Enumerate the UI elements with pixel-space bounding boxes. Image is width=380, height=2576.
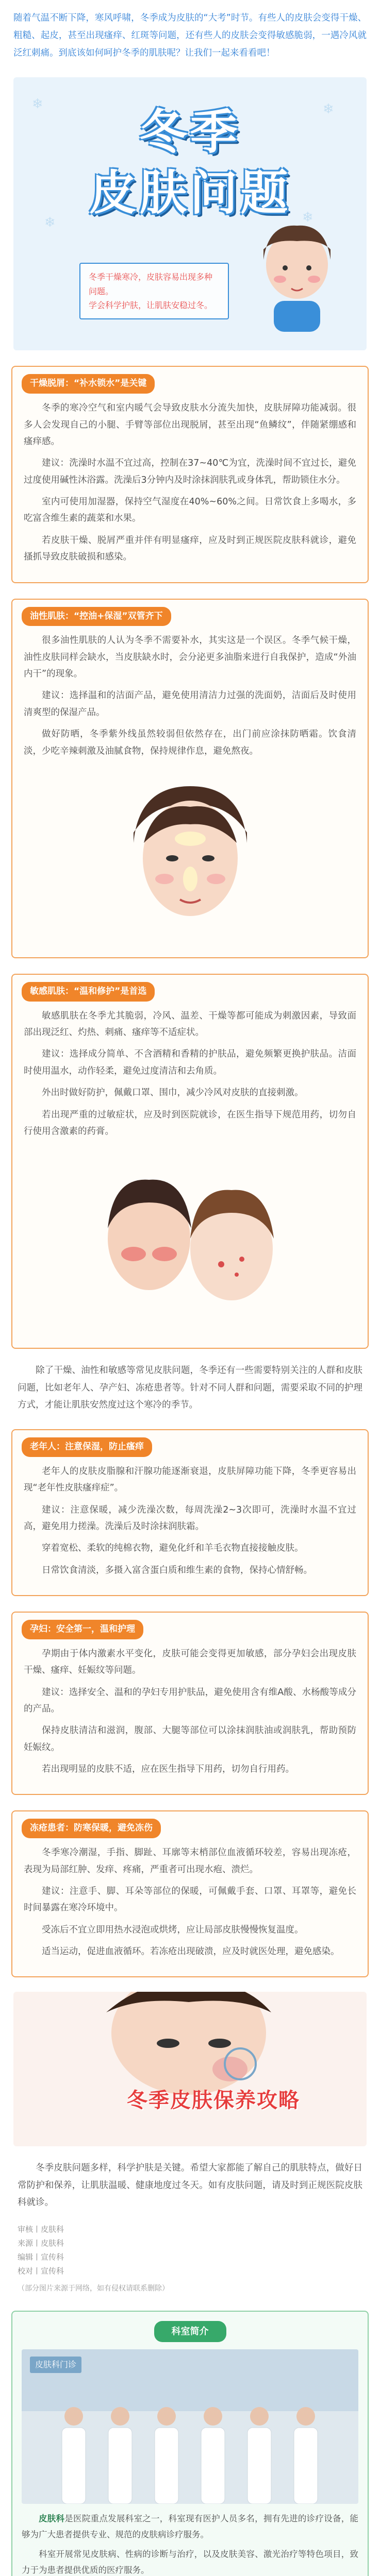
section-paragraph: 敏感肌肤在冬季尤其脆弱，冷风、温差、干燥等都可能成为刺激因素，导致面部出现泛红、灼热、刺痛、瘙痒等不适症状。 <box>24 1010 356 1038</box>
banner-note-line2: 学会科学护肤，让肌肤安稳过冬。 <box>89 300 213 310</box>
section-paragraph: 冬季寒冷潮湿，手指、脚趾、耳廓等末梢部位血液循环较差，容易出现冻疮，表现为局部红肿、发痒、疼痛，严重者可出现水疱、溃烂。 <box>24 1848 356 1875</box>
section-card-dry-skin <box>11 366 369 583</box>
section-tag: 老年人：注意保湿，防止瘙痒 <box>22 1437 152 1457</box>
girl-illustration <box>248 218 346 332</box>
oily-face-illustration <box>123 781 257 936</box>
banner-note <box>79 263 229 319</box>
section-paragraph: 若出现明显的皮肤不适，应在医生指导下用药，切勿自行用药。 <box>42 1764 294 1774</box>
section-body <box>12 1457 368 1579</box>
section-paragraph: 建议：洗澡时水温不宜过高，控制在37~40℃为宜，洗澡时间不宜过长，避免过度使用碱性沐浴露。洗澡后3分钟内及时涂抹润肤乳或身体乳，帮助锁住水分。 <box>24 458 356 485</box>
section-card-elderly <box>11 1429 369 1596</box>
section-paragraph: 建议：选择温和的洁面产品，避免使用清洁力过强的洗面奶，洁面后及时使用清爽型的保湿产品。 <box>24 690 356 718</box>
section-card-chilblain <box>11 1810 369 1977</box>
skincare-guide-title: 冬季皮肤保养攻略 <box>127 2089 300 2113</box>
women-illustration <box>72 1151 309 1336</box>
credit-line: 审核丨皮肤科 <box>18 2225 64 2234</box>
snowflake-icon: ❄ <box>44 215 56 231</box>
department-intro <box>11 2311 369 2576</box>
image-source-note <box>0 2278 380 2295</box>
credit-line: 校对丨宣传科 <box>18 2266 64 2276</box>
banner-note-line1: 冬季干燥寒冷，皮肤容易出现多种问题。 <box>89 272 213 296</box>
department-paragraph: 科室开展常见皮肤病、性病的诊断与治疗，以及皮肤美容、激光治疗等特色项目，致力于为患者提供优质的医疗服务。 <box>22 2549 358 2575</box>
department-intro-text: 是医院重点发展科室之一，科室现有医护人员多名，拥有先进的诊疗设备，能够为广大患者提供专业、规范的皮肤病诊疗服务。 <box>22 2514 359 2539</box>
credit-line: 来源丨皮肤科 <box>18 2239 64 2248</box>
section-paragraph: 冬季的寒冷空气和室内暖气会导致皮肤水分流失加快，皮肤屏障功能减弱。很多人会发现自己的小腿、手臂等部位出现脱屑，甚至出现“鱼鳞纹”，伴随紧绷感和瘙痒感。 <box>24 403 356 447</box>
section-paragraph: 外出时做好防护，佩戴口罩、围巾，减少冷风对皮肤的直接刺激。 <box>42 1088 304 1098</box>
section-paragraph: 若皮肤干燥、脱屑严重并伴有明显瘙痒，应及时到正规医院皮肤科就诊，避免搔抓导致皮肤破损和感染。 <box>24 535 356 563</box>
source-text: （部分图片来源于网络，如有侵权请联系删除） <box>18 2284 169 2293</box>
sensitive-skin-illustration <box>72 1151 309 1336</box>
section-body <box>12 626 368 759</box>
department-name: 皮肤科 <box>39 2514 65 2524</box>
department-paragraph <box>22 2511 358 2543</box>
section-card-oily-skin <box>11 599 369 958</box>
woman-face-illustration <box>13 1992 367 2146</box>
doctor-figure <box>197 2401 229 2504</box>
outro <box>0 2146 380 2211</box>
snowflake-icon: ❄ <box>323 101 334 117</box>
mid-text <box>0 1349 380 1414</box>
section-tag: 油性肌肤：“控油+保湿”双管齐下 <box>22 607 171 626</box>
section-tag: 冻疮患者：防寒保暖，避免冻伤 <box>22 1819 161 1838</box>
section-tag: 干燥脱屑：“补水锁水”是关键 <box>22 374 155 394</box>
skincare-guide-banner <box>13 1992 367 2146</box>
section-body <box>12 1002 368 1140</box>
doctor-figure <box>243 2401 275 2504</box>
snowflake-icon: ❄ <box>32 96 43 112</box>
section-paragraph: 建议：注意手、脚、耳朵等部位的保暖，可佩戴手套、口罩、耳罩等，避免长时间暴露在寒冷环境中。 <box>24 1886 356 1913</box>
winter-skin-banner <box>13 77 367 350</box>
section-paragraph: 穿着宽松、柔软的纯棉衣物，避免化纤和羊毛衣物直接接触皮肤。 <box>42 1543 304 1554</box>
doctor-figure <box>151 2401 183 2504</box>
section-paragraph: 老年人的皮肤皮脂腺和汗腺功能逐渐衰退，皮肤屏障功能下降，冬季更容易出现“老年性皮肤瘙痒症”。 <box>24 1466 356 1494</box>
section-paragraph: 受冻后不宜立即用热水浸泡或烘烤，应让局部皮肤慢慢恢复温度。 <box>42 1924 304 1935</box>
section-paragraph: 保持皮肤清洁和滋润，腹部、大腿等部位可以涂抹润肤油或润肤乳，帮助预防妊娠纹。 <box>24 1725 356 1753</box>
section-body <box>12 1639 368 1778</box>
intro-text: 随着气温不断下降，寒风呼啸，冬季成为皮肤的“大考”时节。有些人的皮肤会变得干燥、粗糙、起皮，甚至出现瘙痒、红斑等问题，还有些人的皮肤会变得敏感脆弱，一遇冷风就泛红刺痛。到底该如何呵护冬季的肌肤呢？让我们一起来看看吧！ <box>13 13 367 59</box>
mid-paragraph: 除了干燥、油性和敏感等常见皮肤问题，冬季还有一些需要特别关注的人群和皮肤问题，比如老年人、孕产妇、冻疮患者等。针对不同人群和问题，需要采取不同的护理方式，才能让肌肤安然度过这个寒冷的季节。 <box>18 1365 362 1410</box>
outro-paragraph: 冬季皮肤问题多样，科学护肤是关键。希望大家都能了解自己的肌肤特点，做好日常防护和保养，让肌肤温暖、健康地度过冬天。如有皮肤问题，请及时到正规医院皮肤科就诊。 <box>18 2163 362 2208</box>
section-paragraph: 室内可使用加湿器，保持空气湿度在40%~60%之间。日常饮食上多喝水，多吃富含维生素的蔬菜和水果。 <box>24 497 356 524</box>
section-tag: 敏感肌肤：“温和修护”是首选 <box>22 982 155 1002</box>
section-body <box>12 394 368 565</box>
banner-title-line2: 皮肤问题 <box>89 165 291 221</box>
section-paragraph: 做好防晒，冬季紫外线虽然较弱但依然存在，出门前应涂抹防晒霜。饮食清淡，少吃辛辣刺激及油腻食物，保持规律作息，避免熬夜。 <box>24 729 356 756</box>
section-paragraph: 孕期由于体内激素水平变化，皮肤可能会变得更加敏感，部分孕妇会出现皮肤干燥、瘙痒、妊娠纹等问题。 <box>24 1648 356 1676</box>
doctor-figure <box>104 2401 136 2504</box>
section-card-pregnant <box>11 1612 369 1795</box>
department-description <box>22 2504 358 2576</box>
department-team-photo <box>22 2349 358 2504</box>
section-paragraph: 建议：注意保暖，减少洗澡次数，每周洗澡2~3次即可，洗澡时水温不宜过高，避免用力搓澡。洗澡后及时涂抹润肤霜。 <box>24 1504 356 1532</box>
doctor-figure <box>58 2401 90 2504</box>
section-paragraph: 若出现严重的过敏症状，应及时到医院就诊，在医生指导下规范用药，切勿自行使用含激素的药膏。 <box>24 1109 356 1137</box>
face-illustration <box>82 771 299 946</box>
credit-line: 编辑丨宣传科 <box>18 2252 64 2262</box>
section-paragraph: 适当运动，促进血液循环。若冻疮出现破溃，应及时就医处理，避免感染。 <box>42 1946 340 1957</box>
credits <box>0 2211 380 2278</box>
banner-title <box>13 102 367 224</box>
department-tag: 科室简介 <box>154 2321 226 2343</box>
section-body <box>12 1838 368 1960</box>
section-card-sensitive-skin <box>11 974 369 1349</box>
section-paragraph: 建议：选择成分简单、不含酒精和香精的护肤品，避免频繁更换护肤品。洁面时使用温水，动作轻柔，避免过度清洁和去角质。 <box>24 1049 356 1076</box>
section-paragraph: 建议：选择安全、温和的孕妇专用护肤品，避免使用含有维A酸、水杨酸等成分的产品。 <box>24 1687 356 1714</box>
section-tag: 孕妇：安全第一，温和护理 <box>22 1620 143 1639</box>
doctor-figure <box>290 2401 322 2504</box>
department-logo: 皮肤科门诊 <box>30 2357 81 2373</box>
section-paragraph: 日常饮食清淡，多摄入富含蛋白质和维生素的食物，保持心情舒畅。 <box>42 1565 312 1575</box>
banner-title-line1: 冬季 <box>139 105 241 160</box>
intro <box>0 0 380 67</box>
snowflake-icon: ❄ <box>302 210 313 226</box>
section-paragraph: 很多油性肌肤的人认为冬季不需要补水，其实这是一个误区。冬季气候干燥，油性皮肤同样会缺水，当皮肤缺水时，会分泌更多油脂来进行自我保护，造成“外油内干”的现象。 <box>24 635 356 679</box>
